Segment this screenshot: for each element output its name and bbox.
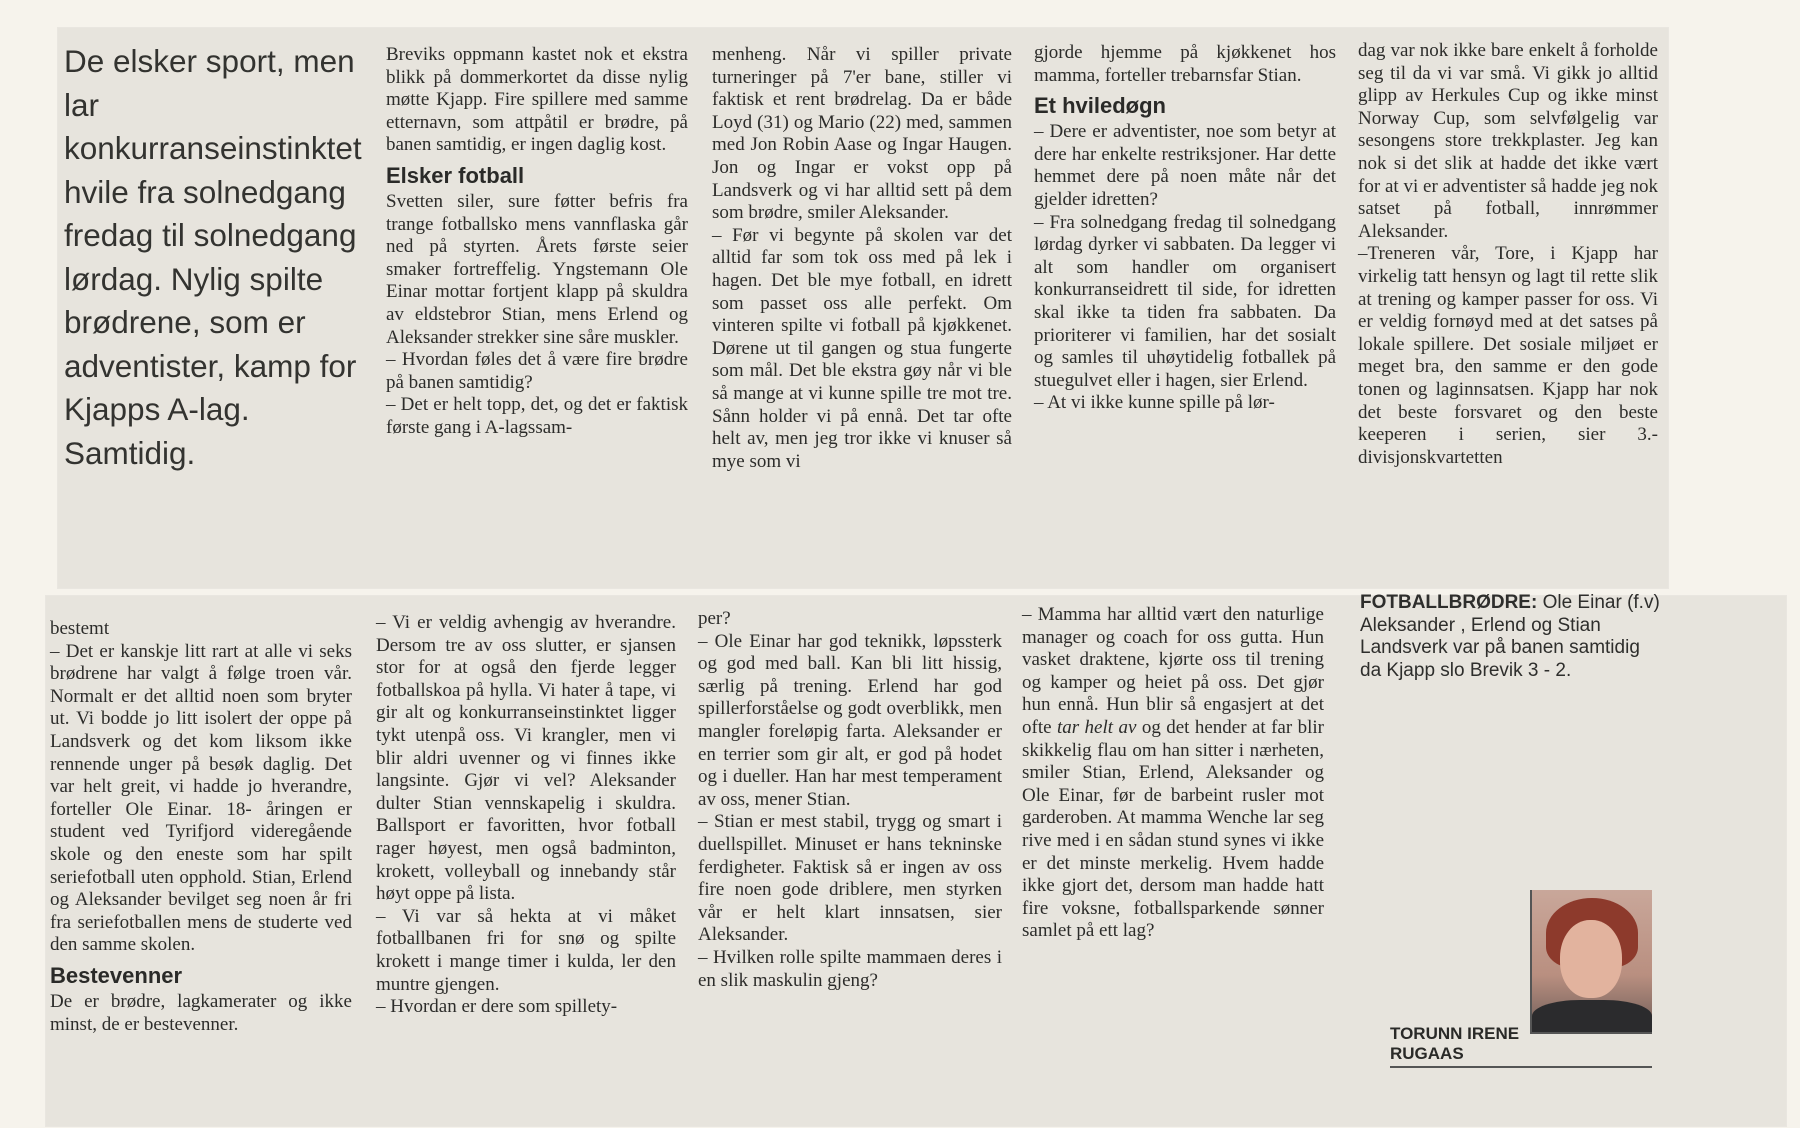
paragraph: – Vi var så hekta at vi måket fotballbanen fri for snø og spilte krokett i mange timer i kulda, ler den muntre gjengen. bbox=[376, 905, 676, 995]
paragraph: – Stian er mest stabil, trygg og smart i duellspillet. Minuset er hans tekninske ferdigheter. Faktisk så er ingen av oss fire noen gode driblere, men styrken vår er helt klart innsatsen, sier Aleksander. bbox=[698, 811, 1002, 946]
paragraph: – Hvordan er dere som spillety- bbox=[376, 996, 618, 1018]
paragraph: –Treneren vår, Tore, i Kjapp har virkelig tatt hensyn og lagt til rette slik at trening og kamper passer for oss. Vi er veldig fornøyd med at det satses på lokale spillere. Det sosiale miljøet er meget bra, den samme er den gode tonen og laginnsatsen. Kjapp har nok det beste forsvaret og den beste keeperen i serien, sier 3.-divisjonskvartetten bbox=[1358, 243, 1658, 468]
article-column-3 bbox=[1034, 42, 1336, 415]
article-column-2 bbox=[712, 44, 1012, 473]
paragraph: Svetten siler, sure føtter befris fra trange fotballsko mens vannflaska går ned på styrten. Årets første seier smaker fortreffelig. Yngstemann Ole Einar mottar fortjent klapp på skuldra av eldstebror Stian, mens Erlend og Aleksander strekker sine såre muskler. bbox=[386, 190, 688, 348]
paragraph: – At vi ikke kunne spille på lør- bbox=[1034, 392, 1275, 414]
article-column-6 bbox=[376, 612, 676, 1019]
paragraph: dag var nok ikke bare enkelt å forholde seg til da vi var små. Vi gikk jo alltid glipp av Herkules Cup og ikke minst Norway Cup, som selvfølgelig var sesongens store trekkplaster. Jeg kan nok si det slik at hadde det ikke vært for at vi er adventister så hadde jeg nok satset på fotball, innrømmer Aleksander. bbox=[1358, 40, 1658, 242]
caption-label: FOTBALLBRØDRE: bbox=[1360, 592, 1538, 613]
emphasis: tar helt av bbox=[1056, 716, 1137, 738]
article-column-7 bbox=[698, 608, 1002, 992]
paragraph: menheng. Når vi spiller private turneringer på 7'er bane, stiller vi faktisk et rent brødrelag. Da er både Loyd (31) og Mario (22) med, sammen med Jon Robin Aase og Ingar Haugen. Jon og Ingar er vokst opp på Landsverk og vi har alltid sett på dem som brødre, smiler Aleksander. bbox=[712, 44, 1012, 224]
shirt bbox=[1532, 1000, 1652, 1034]
paragraph: – Det er kanskje litt rart at alle vi seks brødrene har valgt å følge troen vår. Normalt er det alltid noen som bryter ut. Vi bodde jo litt isolert der oppe på Landsverk og det kom liksom ikke rennende unger på besøk daglig. Det var helt greit, vi hadde jo hverandre, forteller Ole Einar. 18- åringen er student ved Tyrifjord videregående skole og den eneste som har spilt seriefotball uten opphold. Stian, Erlend og Aleksander bevilget seg noen år fri fra seriefotballen mens de studerte ved den samme skolen. bbox=[50, 640, 352, 956]
paragraph: – Ole Einar har god teknikk, løpssterk og god med ball. Kan bli litt hissig, særlig på trening. Erlend har god spillerforståelse og godt overblikk, men mangler foreløpig farta. Aleksander er en terrier som gir alt, er god på hodet og i dueller. Han har mest temperament av oss, mener Stian. bbox=[698, 630, 1002, 810]
paragraph: Breviks oppmann kastet nok et ekstra blikk på dommerkortet da disse nylig møtte Kjapp. Fire spillere med samme etternavn, som attpåtil er brødre, på banen samtidig, er ingen daglig kost. bbox=[386, 44, 688, 156]
paragraph: – Dere er adventister, noe som betyr at dere har enkelte restriksjoner. Har dette hemmet dere på noen måte når det gjelder idretten? bbox=[1034, 121, 1336, 210]
paragraph: – Vi er veldig avhengig av hverandre. Dersom tre av oss slutter, er sjansen stor for at også den fjerde legger fotballskoa på hylla. Vi hater å tape, vi gir alt og konkurranseinstinktet ligger tykt utenpå oss. Vi krangler, men vi blir aldri uvenner og vi finnes ikke langsinte. Gjør vi vel? Aleksander dulter Stian vennskapelig i skuldra. Ballsport er favoritten, hvor fotball rager høyest, men også badminton, krokett, volleyball og innebandy står høyt oppe på lista. bbox=[376, 612, 676, 905]
author-photo bbox=[1530, 890, 1652, 1034]
article-column-1 bbox=[386, 44, 688, 440]
paragraph: – Før vi begynte på skolen var det alltid far som tok oss med på lek i hagen. Det ble mye fotball, en idrett som passet oss alle perfekt. Om vinteren spilte vi fotball på kjøkkenet. Dørene ut til gangen og stua fungerte som mål. Det ble ekstra gøy når vi ble så mange at vi kunne spille tre mot tre. Sånn holder vi på ennå. Det tar ofte helt av, men jeg tror ikke vi knuser så mye som vi bbox=[712, 224, 1012, 472]
paragraph: per? bbox=[698, 608, 731, 629]
paragraph bbox=[1022, 604, 1324, 943]
caption-text: Ole Einar (f.v) Aleksander , Erlend og Stian Landsverk var på banen samtidig da Kjapp slo Brevik 3 - 2. bbox=[1360, 592, 1660, 681]
byline-rule bbox=[1390, 1066, 1652, 1068]
face bbox=[1560, 920, 1622, 998]
paragraph: – Hvordan føles det å være fire brødre på banen samtidig? bbox=[386, 349, 688, 393]
paragraph: – Det er helt topp, det, og det er faktisk første gang i A-lagssam- bbox=[386, 394, 688, 438]
paragraph: – Fra solnedgang fredag til solnedgang lørdag dyrker vi sabbaten. Da legger vi alt som handler om organisert konkurranseidrett til side, for idretten skal ikke ta tiden fra sabbaten. Da prioriterer vi familien, har det sosialt og samles til uhøytidelig fotballek på stuegulvet eller i hagen, sier Erlend. bbox=[1034, 211, 1336, 391]
lead-paragraph: De elsker sport, men lar konkurranseinstinktet hvile fra solnedgang fredag til solnedgang lørdag. Nylig spilte brødrene, som er adventister, kamp for Kjapps A-lag. Samtidig. bbox=[64, 43, 362, 471]
article-column-5 bbox=[50, 618, 352, 1036]
paragraph: – Hvilken rolle spilte mammaen deres i en slik maskulin gjeng? bbox=[698, 946, 1002, 991]
paragraph: gjorde hjemme på kjøkkenet hos mamma, forteller trebarnsfar Stian. bbox=[1034, 42, 1336, 86]
article-column-8 bbox=[1022, 604, 1324, 943]
photo-caption bbox=[1360, 592, 1660, 682]
paragraph-text: og det hender at far blir skikkelig flau om han sitter i nærheten, smiler Stian, Erlend, Aleksander og Ole Einar, før de barbeint rusler mot garderoben. At mamma Wenche lar seg rive med i en sådan stund synes vi ikke er det minste merkelig. Hvem hadde ikke gjort det, dersom man hadde hatt fire voksne, fotballsparkende sønner samlet på ett lag? bbox=[1022, 716, 1324, 942]
paragraph-text: – Mamma har alltid vært den naturlige manager og coach for oss gutta. Hun vasket draktene, kjørte oss til trening og kamper og heiet på oss. Det gjør hun ennå. Hun blir så engasjert at det ofte bbox=[1022, 604, 1324, 738]
subheading: Bestevenner bbox=[50, 962, 183, 988]
paragraph: bestemt bbox=[50, 618, 110, 639]
subheading: Et hviledøgn bbox=[1034, 93, 1166, 119]
byline: TORUNN IRENE RUGAAS bbox=[1390, 1024, 1520, 1063]
article-column-4 bbox=[1358, 40, 1658, 469]
subheading: Elsker fotball bbox=[386, 162, 525, 188]
paragraph: De er brødre, lagkamerater og ikke minst, de er bestevenner. bbox=[50, 990, 352, 1035]
